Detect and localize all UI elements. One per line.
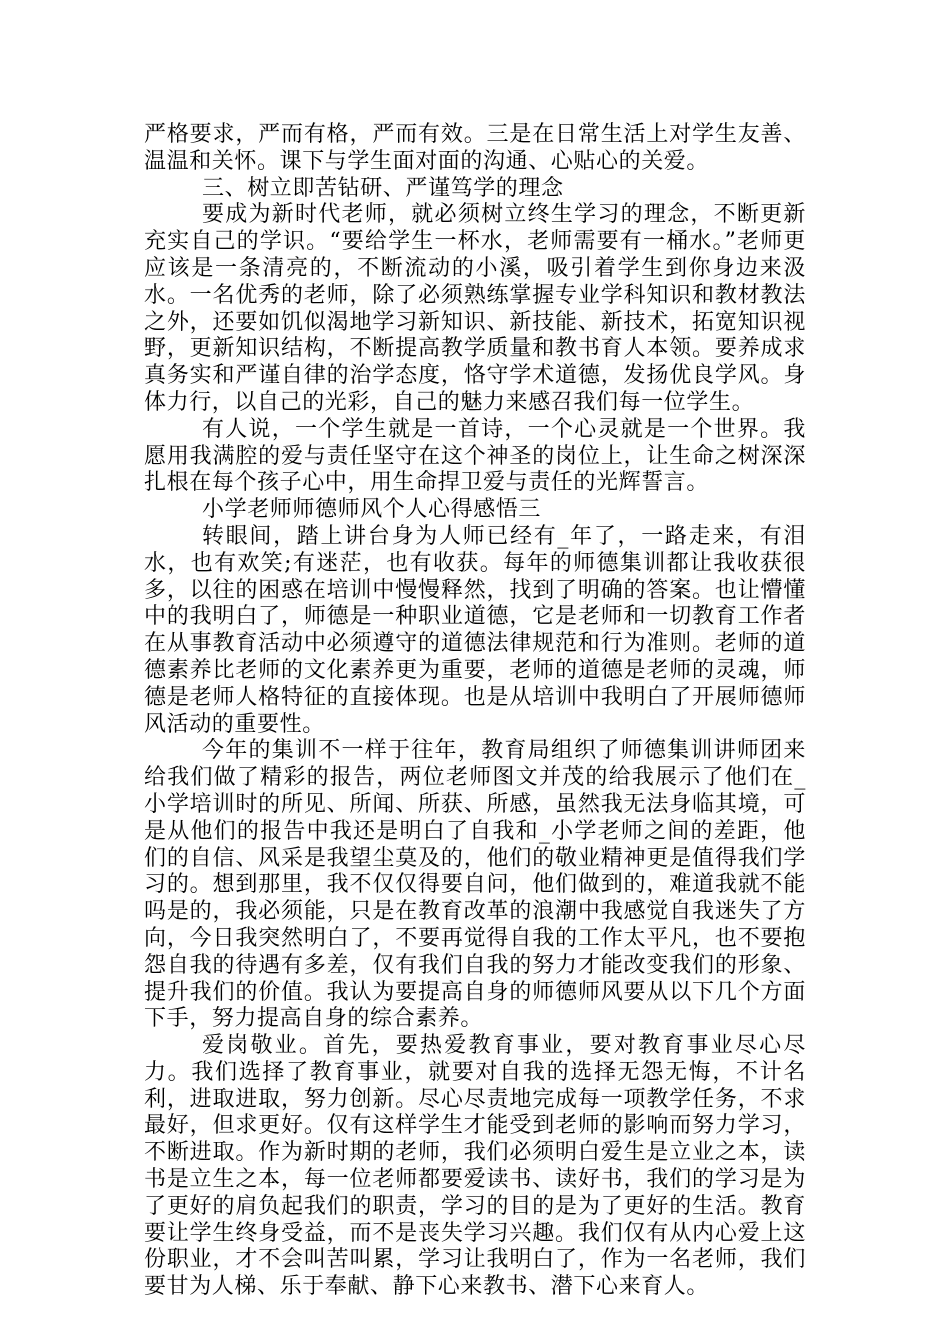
paragraph-6: 转眼间，踏上讲台身为人师已经有_年了，一路走来，有泪水，也有欢笑;有迷茫，也有收获。每年的师德集训都让我收获很多，以往的困惑在培训中慢慢释然，找到了明确的答案。也让懵懂中的我明白了，师德是一种职业道德，它是老师和一切教育工作者在从事教育活动中必须遵守的道德法律规范和行为准则。老师的道德素养比老师的文化素养更为重要，老师的道德是老师的灵魂，师德是老师人格特征的直接体现。也是从培训中我明白了开展师德师风活动的重要性。 <box>144 523 806 737</box>
section-heading-3: 三、树立即苦钻研、严谨笃学的理念 <box>202 175 564 201</box>
document-page <box>144 122 806 1301</box>
paragraph-4: 有人说，一个学生就是一首诗，一个心灵就是一个世界。我愿用我满腔的爱与责任坚守在这个神圣的岗位上，让生命之树深深扎根在每个孩子心中，用生命捍卫爱与责任的光辉誓言。 <box>144 416 806 496</box>
paragraph-8: 爱岗敬业。首先，要热爱教育事业，要对教育事业尽心尽力。我们选择了教育事业，就要对自我的选择无怨无悔，不计名利，进取进取，努力创新。尽心尽责地完成每一项教学任务，不求最好，但求更好。仅有这样学生才能受到老师的影响而努力学习，不断进取。作为新时期的老师，我们必须明白爱生是立业之本，读书是立生之本，每一位老师都要爱读书、读好书，我们的学习是为了更好的肩负起我们的职责，学习的目的是为了更好的生活。教育要让学生终身受益，而不是丧失学习兴趣。我们仅有从内心爱上这份职业，才不会叫苦叫累，学习让我明白了，作为一名老师，我们要甘为人梯、乐于奉献、静下心来教书、潜下心来育人。 <box>144 1033 806 1300</box>
paragraph-3: 要成为新时代老师，就必须树立终生学习的理念，不断更新充实自己的学识。“要给学生一杯水，老师需要有一桶水。”老师更应该是一条清亮的，不断流动的小溪，吸引着学生到你身边来汲水。一名优秀的老师，除了必须熟练掌握专业学科知识和教材教法之外，还要如饥似渴地学习新知识、新技能、新技术，拓宽知识视野，更新知识结构，不断提高教学质量和教书育人本领。要养成求真务实和严谨自律的治学态度，恪守学术道德，发扬优良学风。身体力行，以自己的光彩，自己的魅力来感召我们每一位学生。 <box>144 202 806 415</box>
paragraph-7: 今年的集训不一样于往年，教育局组织了师德集训讲师团来给我们做了精彩的报告，两位老师图文并茂的给我展示了他们在_小学培训时的所见、所闻、所获、所感，虽然我无法身临其境，可是从他们的报告中我还是明白了自我和_小学老师之间的差距，他们的自信、风采是我望尘莫及的，他们的敬业精神更是值得我们学习的。想到那里，我不仅仅得要自问，他们做到的，难道我就不能吗是的，我必须能，只是在教育改革的浪潮中我感觉自我迷失了方向，今日我突然明白了，不要再觉得自我的工作太平凡，也不要抱怨自我的待遇有多差，仅有我们自我的努力才能改变我们的形象、提升我们的价值。我认为要提高自身的师德师风要从以下几个方面下手，努力提高自身的综合素养。 <box>144 738 806 1032</box>
paragraph-1: 严格要求，严而有格，严而有效。三是在日常生活上对学生友善、温温和关怀。课下与学生面对面的沟通、心贴心的关爱。 <box>144 122 806 174</box>
article-title-3: 小学老师师德师风个人心得感悟三 <box>202 497 542 523</box>
